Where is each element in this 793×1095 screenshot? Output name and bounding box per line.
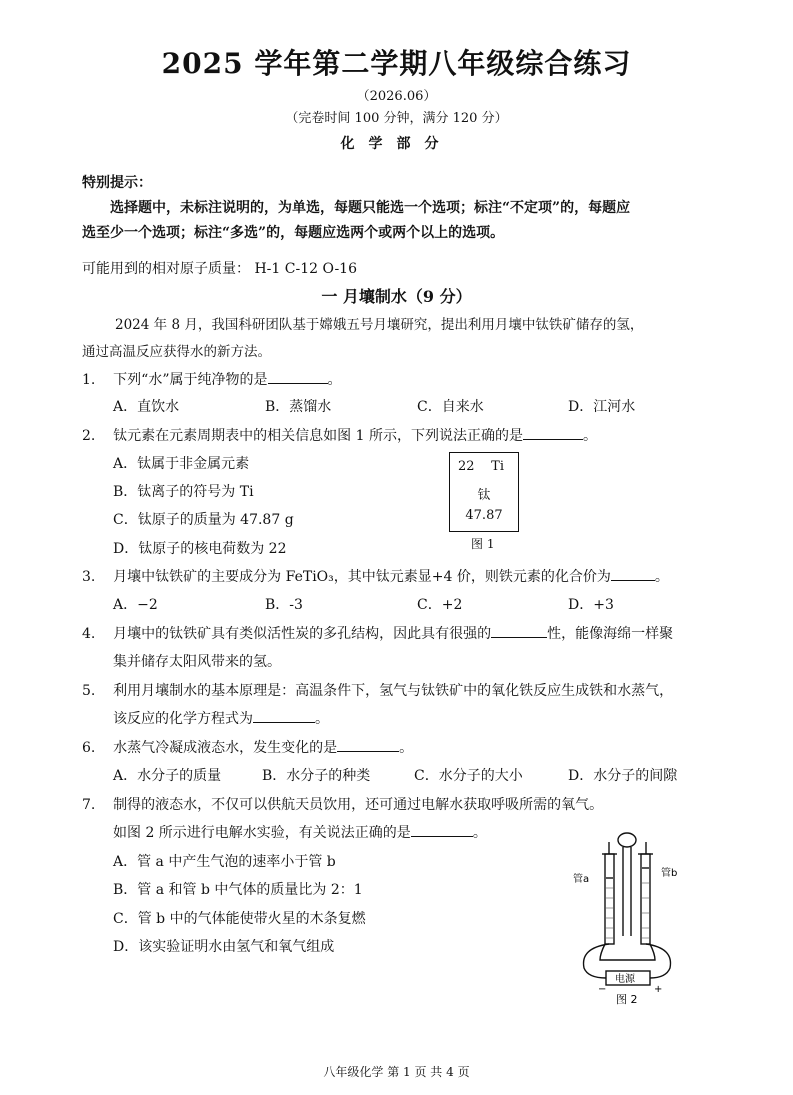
answer-blank[interactable] bbox=[411, 823, 473, 837]
atomic-mass-line: 可能用到的相对原子质量： H-1 C-12 O-16 bbox=[82, 261, 357, 277]
option-c[interactable]: C．自来水 bbox=[417, 399, 484, 415]
question-6 bbox=[82, 737, 413, 757]
funnel-bulb bbox=[618, 833, 636, 847]
option-a[interactable]: A．−2 bbox=[113, 597, 158, 613]
section-intro-line2: 通过高温反应获得水的新方法。 bbox=[82, 344, 271, 360]
question-number: 7. bbox=[82, 797, 96, 813]
water-hatching bbox=[606, 883, 649, 938]
notice-heading: 特别提示： bbox=[82, 175, 152, 191]
power-supply-label: 电源 bbox=[615, 974, 635, 985]
question-7 bbox=[82, 794, 603, 814]
question-number: 4. bbox=[82, 626, 96, 642]
question-end: 。 bbox=[399, 740, 414, 756]
question-5 bbox=[82, 680, 673, 700]
option-d[interactable]: D．钛原子的核电荷数为 22 bbox=[113, 541, 287, 557]
answer-blank[interactable] bbox=[611, 567, 655, 581]
negative-terminal-label: − bbox=[598, 984, 607, 995]
section-title: 一 月壤制水（9 分） bbox=[321, 287, 472, 306]
positive-terminal-label: + bbox=[654, 984, 663, 995]
tube-a bbox=[605, 854, 614, 944]
option-c[interactable]: C．管 b 中的气体能使带火星的木条复燃 bbox=[113, 911, 366, 927]
option-b[interactable]: B．蒸馏水 bbox=[265, 399, 332, 415]
answer-blank[interactable] bbox=[491, 624, 547, 638]
tube-a-label: 管a bbox=[573, 874, 590, 885]
option-a[interactable]: A．管 a 中产生气泡的速率小于管 b bbox=[113, 854, 336, 870]
question-text: 制得的液态水，不仅可以供航天员饮用，还可通过电解水获取呼吸所需的氧气。 bbox=[113, 797, 604, 813]
option-c[interactable]: C．+2 bbox=[417, 597, 463, 613]
option-b[interactable]: B．-3 bbox=[265, 597, 303, 613]
question-text: 钛元素在元素周期表中的相关信息如图 1 所示，下列说法正确的是 bbox=[113, 428, 523, 444]
electrolysis-apparatus-diagram bbox=[570, 828, 690, 1006]
question-end: 。 bbox=[472, 825, 487, 841]
answer-blank[interactable] bbox=[337, 738, 399, 752]
option-c[interactable]: C．钛原子的质量为 47.87 g bbox=[113, 512, 294, 528]
question-number: 5. bbox=[82, 683, 96, 699]
option-a[interactable]: A．水分子的质量 bbox=[113, 768, 222, 784]
exam-time-info: （完卷时间 100 分钟，满分 120 分） bbox=[285, 111, 508, 126]
part-heading: 化学部分 bbox=[340, 136, 453, 152]
question-end: 。 bbox=[582, 428, 597, 444]
figure-2-caption: 图 2 bbox=[616, 993, 638, 1006]
question-3 bbox=[82, 566, 669, 586]
option-c[interactable]: C．水分子的大小 bbox=[414, 768, 523, 784]
exam-title: 2025 学年第二学期八年级综合练习 bbox=[161, 47, 632, 80]
question-text: 水蒸气冷凝成液态水，发生变化的是 bbox=[113, 740, 338, 756]
option-d[interactable]: D．江河水 bbox=[568, 399, 636, 415]
question-number: 2. bbox=[82, 428, 96, 444]
figure-1-caption: 图 1 bbox=[471, 537, 495, 551]
question-5-line2 bbox=[113, 708, 329, 728]
atomic-mass: 47.87 bbox=[465, 508, 503, 523]
notice-line1: 选择题中，未标注说明的，为单选，每题只能选一个选项；标注“不定项”的，每题应 bbox=[110, 200, 631, 216]
option-a[interactable]: A．钛属于非金属元素 bbox=[113, 456, 250, 472]
page-footer: 八年级化学 第 1 页 共 4 页 bbox=[323, 1065, 470, 1079]
question-text: 下列“水”属于纯净物的是 bbox=[113, 372, 268, 388]
question-4-line2: 集并储存太阳风带来的氢。 bbox=[113, 654, 281, 670]
question-text-continued: 该反应的化学方程式为 bbox=[113, 711, 253, 727]
answer-blank[interactable] bbox=[268, 370, 328, 384]
option-b[interactable]: B．钛离子的符号为 Ti bbox=[113, 484, 254, 500]
question-number: 6. bbox=[82, 740, 96, 756]
question-2 bbox=[82, 425, 597, 445]
question-end: 。 bbox=[315, 711, 329, 727]
question-text-continued: 性，能像海绵一样聚 bbox=[547, 626, 674, 642]
exam-date: （2026.06） bbox=[356, 89, 437, 104]
element-symbol: Ti bbox=[491, 459, 504, 474]
option-b[interactable]: B．水分子的种类 bbox=[262, 768, 371, 784]
question-end: 。 bbox=[654, 569, 669, 585]
tube-b-label: 管b bbox=[661, 868, 678, 879]
question-text: 月壤中的钛铁矿具有类似活性炭的多孔结构，因此具有很强的 bbox=[113, 626, 492, 642]
question-text: 利用月壤制水的基本原理是：高温条件下，氢气与钛铁矿中的氧化铁反应生成铁和水蒸气， bbox=[113, 683, 674, 699]
question-7-line2 bbox=[113, 822, 487, 842]
question-number: 1. bbox=[82, 372, 96, 388]
element-name: 钛 bbox=[477, 488, 491, 503]
answer-blank[interactable] bbox=[523, 426, 583, 440]
answer-blank[interactable] bbox=[253, 709, 315, 723]
option-d[interactable]: D．水分子的间隙 bbox=[568, 768, 678, 784]
option-b[interactable]: B．管 a 和管 b 中气体的质量比为 2：1 bbox=[113, 882, 363, 898]
section-intro-line1: 2024 年 8 月，我国科研团队基于嫦娥五号月壤研究，提出利用月壤中钛铁矿储存的氢， bbox=[115, 317, 644, 333]
periodic-element-box bbox=[449, 452, 519, 532]
base-connector bbox=[600, 944, 655, 960]
question-text-continued: 如图 2 所示进行电解水实验，有关说法正确的是 bbox=[113, 825, 411, 841]
question-end: 。 bbox=[327, 372, 342, 388]
question-number: 3. bbox=[82, 569, 96, 585]
notice-line2: 选至少一个选项；标注“多选”的，每题应选两个或两个以上的选项。 bbox=[82, 225, 505, 241]
option-a[interactable]: A．直饮水 bbox=[113, 399, 180, 415]
question-4 bbox=[82, 623, 673, 643]
question-text: 月壤中钛铁矿的主要成分为 FeTiO₃，其中钛元素显+4 价，则铁元素的化合价为 bbox=[113, 569, 611, 585]
question-1 bbox=[82, 369, 342, 389]
option-d[interactable]: D．+3 bbox=[568, 597, 614, 613]
wire-negative bbox=[584, 944, 609, 978]
atomic-number-value: 22 bbox=[458, 459, 475, 474]
option-d[interactable]: D．该实验证明水由氢气和氧气组成 bbox=[113, 939, 335, 955]
